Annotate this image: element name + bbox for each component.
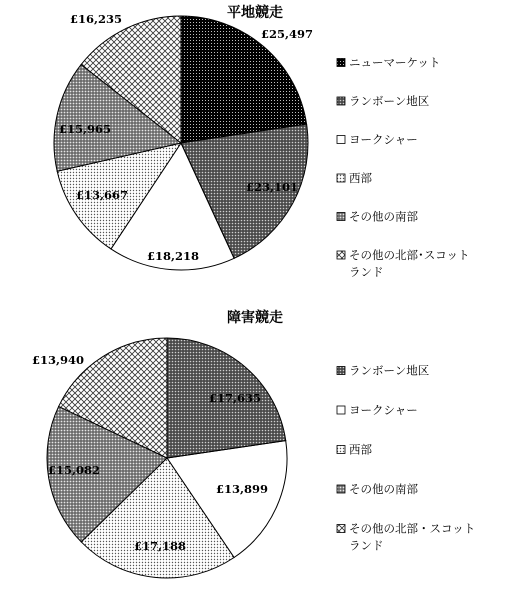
legend-label: ヨークシャー [349,132,418,147]
legend-swatch [337,406,345,414]
legend-swatch [337,525,345,533]
legend-label: 西部 [349,442,372,457]
slice-value-label: £13,667 [75,188,129,202]
legend-item [337,133,418,147]
legend-swatch [337,485,345,493]
legend-label: ヨークシャー [349,403,418,417]
legend-swatch [337,59,345,67]
legend-item [337,364,429,378]
legend-label: ランボーン地区 [349,94,430,108]
jump-race-title: 障害競走 [227,310,283,326]
slice-value-label: £18,218 [146,249,200,263]
slice-value-label: £17,188 [133,539,187,553]
legend-item [337,171,372,185]
legend-label: その他の北部・スコット [349,521,476,536]
slice-value-label: £23,101 [245,180,299,194]
flat-race-chart [54,4,470,279]
legend-item [337,482,418,496]
legend-label-line2: ランド [349,265,384,279]
legend-label: その他の北部･スコット [349,248,470,262]
legend-item [337,210,418,224]
slice-value-label: £15,082 [47,463,101,477]
legend-label: その他の南部 [349,209,418,224]
legend-swatch [337,367,345,375]
legend-label: 西部 [349,171,372,185]
legend-item [337,94,429,108]
legend-item [337,443,372,457]
slice-value-label: £15,965 [58,122,112,136]
flat-race-legend [337,56,470,280]
legend-label: ランボーン地区 [349,363,430,378]
flat-race-slices [54,16,308,270]
legend-swatch [337,251,345,259]
slice-value-label: £25,497 [260,27,314,41]
legend-item [337,403,418,417]
legend-swatch [337,97,345,105]
slice-value-label: £17,635 [208,391,262,405]
legend-item [337,522,475,553]
legend-label: ニューマーケット [349,55,441,70]
flat-race-title: 平地競走 [227,5,283,21]
legend-swatch [337,174,345,182]
jump-race-legend [337,364,475,553]
legend-swatch [337,136,345,144]
legend-item [337,56,440,70]
legend-label-line2: ランド [349,538,384,553]
legend-swatch [337,213,345,221]
jump-race-chart [32,309,475,578]
legend-label: その他の南部 [349,482,418,496]
slice-value-label: £16,235 [69,12,123,26]
slice-value-label: £13,899 [215,482,269,496]
slice-value-label: £13,940 [31,353,85,367]
legend-item [337,248,470,279]
legend-swatch [337,446,345,454]
